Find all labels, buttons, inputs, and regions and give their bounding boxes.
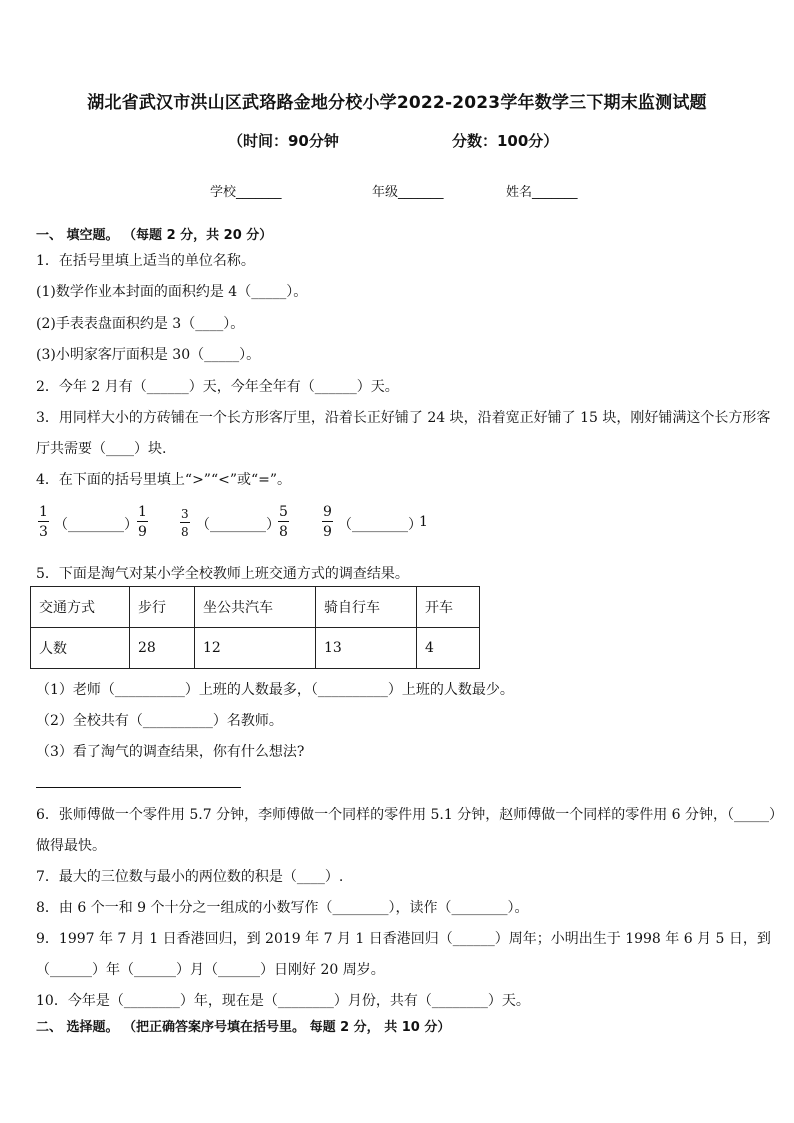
question-5-part-2: （2）全校共有（__________）名教师。 (36, 713, 283, 729)
question-1: 1．在括号里填上适当的单位名称。 (36, 253, 255, 269)
table-cell: 12 (195, 628, 316, 669)
question-5-part-1: （1）老师（__________）上班的人数最多，（__________）上班的人数最少。 (36, 682, 514, 698)
table-row (31, 628, 480, 669)
school-field: 学校_______ (210, 185, 282, 200)
question-1-part-3: (3)小明家客厅面积是 30（_____）。 (36, 347, 261, 363)
table-header-cell: 坐公共汽车 (195, 587, 316, 628)
total-score: 分数：100分） (452, 132, 559, 150)
question-6-line-2: 做得最快。 (36, 838, 106, 854)
table-header-cell: 步行 (130, 587, 195, 628)
comparison-blank-1: （________） (54, 517, 138, 533)
question-9-line-1: 9．1997 年 7 月 1 日香港回归，到 2019 年 7 月 1 日香港回归（______）周年；小明出生于 1998 年 6 月 5 日，到 (36, 931, 771, 947)
comparison-value-one: 1 (419, 514, 428, 530)
fraction-one-third: $\frac{1}{3}$ (39, 504, 48, 540)
section-heading-multiple-choice: 二、 选择题。 （把正确答案序号填在括号里。 每题 2 分， 共 10 分） (36, 1020, 451, 1035)
table-cell: 4 (417, 628, 480, 669)
answer-line (36, 787, 241, 788)
comparison-blank-2: （________） (196, 517, 280, 533)
table-row (31, 587, 480, 628)
question-3-line-2: 厅共需要（____）块. (36, 441, 167, 457)
question-5: 5．下面是淘气对某小学全校教师上班交通方式的调查结果。 (36, 566, 409, 582)
grade-field: 年级_______ (372, 185, 444, 200)
question-1-part-1: (1)数学作业本封面的面积约是 4（_____）。 (36, 284, 308, 300)
page-title: 湖北省武汉市洪山区武珞路金地分校小学2022-2023学年数学三下期末监测试题 (87, 93, 707, 113)
table-header-cell: 开车 (417, 587, 480, 628)
question-2: 2．今年 2 月有（______）天，今年全年有（______）天。 (36, 379, 399, 395)
transport-survey-table (30, 586, 480, 669)
fraction-five-eighths: $\frac{5}{8}$ (279, 504, 288, 540)
table-cell: 28 (130, 628, 195, 669)
time-limit: （时间：90分钟 (228, 132, 339, 150)
table-header-cell: 交通方式 (31, 587, 130, 628)
name-field: 姓名_______ (506, 185, 578, 200)
fraction-nine-ninths: $\frac{9}{9}$ (323, 504, 332, 540)
question-9-line-2: （______）年（______）月（______）日刚好 20 周岁。 (36, 962, 385, 978)
question-10: 10．今年是（________）年，现在是（________）月份，共有（________）天。 (36, 993, 530, 1009)
table-cell: 人数 (31, 628, 130, 669)
question-8: 8．由 6 个一和 9 个十分之一组成的小数写作（________），读作（________）。 (36, 900, 529, 916)
fraction-one-ninth: $\frac{1}{9}$ (138, 504, 147, 540)
comparison-blank-3: （________） (338, 517, 422, 533)
question-5-part-3: （3）看了淘气的调查结果，你有什么想法? (36, 744, 305, 760)
question-6-line-1: 6．张师傅做一个零件用 5.7 分钟，李师傅做一个同样的零件用 5.1 分钟，赵师傅做一个同样的零件用 6 分钟，（_____） (36, 807, 784, 823)
table-cell: 13 (316, 628, 417, 669)
question-7: 7．最大的三位数与最小的两位数的积是（____）. (36, 869, 344, 885)
question-4: 4．在下面的括号里填上“>”“<”或“=”。 (36, 472, 292, 488)
question-1-part-2: (2)手表表盘面积约是 3（____）。 (36, 316, 245, 332)
section-heading-fill-in: 一、 填空题。 （每题 2 分，共 20 分） (36, 228, 273, 243)
question-3-line-1: 3．用同样大小的方砖铺在一个长方形客厅里，沿着长正好铺了 24 块，沿着宽正好铺了 15 块，刚好铺满这个长方形客 (36, 410, 771, 426)
table-header-cell: 骑自行车 (316, 587, 417, 628)
fraction-three-eighths: $\frac{3}{8}$ (181, 507, 189, 539)
